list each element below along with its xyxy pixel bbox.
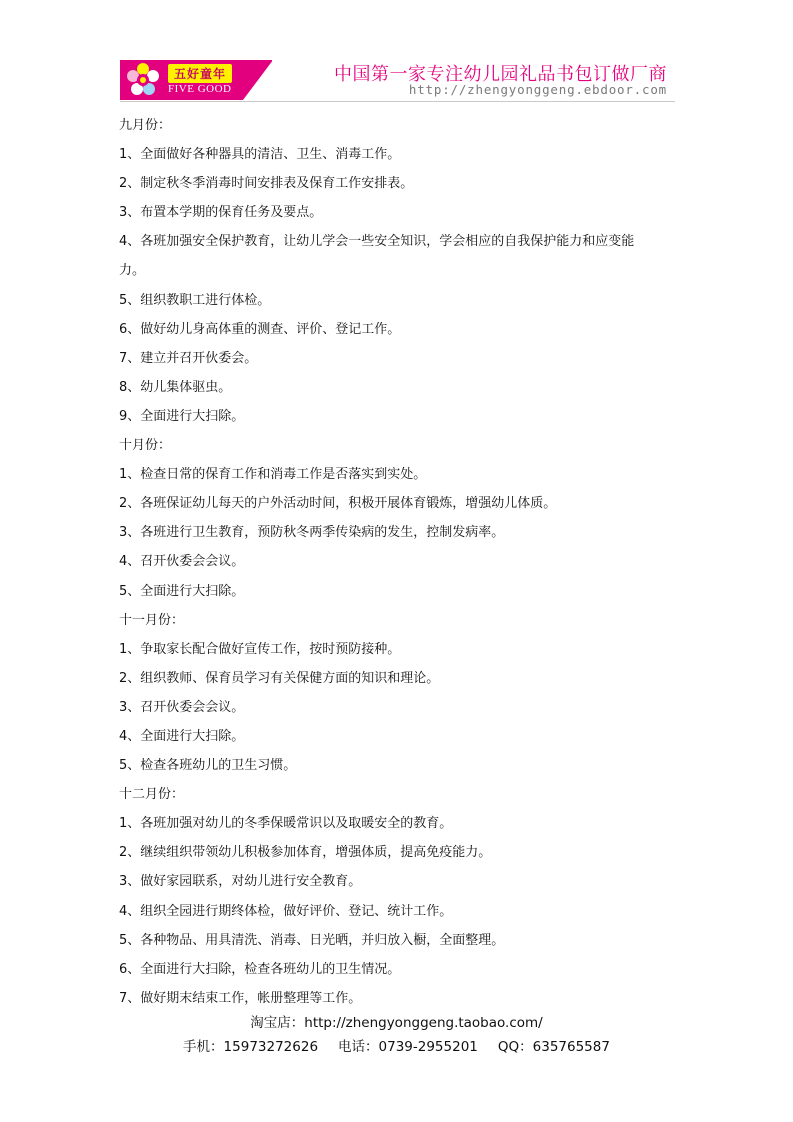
text-line: 7、做好期末结束工作，帐册整理等工作。 <box>119 990 362 1006</box>
text-line: 5、全面进行大扫除。 <box>119 583 245 599</box>
text-line: 4、全面进行大扫除。 <box>119 728 245 744</box>
footer-shop-line <box>0 1011 793 1031</box>
text-line: 5、检查各班幼儿的卫生习惯。 <box>119 758 297 774</box>
logo-slant-edge <box>243 60 272 100</box>
text-line: 力。 <box>119 263 146 279</box>
text-line: 3、做好家园联系，对幼儿进行安全教育。 <box>119 874 362 890</box>
footer-mobile: 手机：15973272626 <box>183 1039 319 1055</box>
text-line: 8、幼儿集体驱虫。 <box>119 379 232 395</box>
text-line: 6、全面进行大扫除，检查各班幼儿的卫生情况。 <box>119 961 401 977</box>
footer-qq: QQ：635765587 <box>497 1039 610 1055</box>
text-line: 十一月份： <box>119 612 185 628</box>
text-line: 2、各班保证幼儿每天的户外活动时间，积极开展体育锻炼，增强幼儿体质。 <box>119 496 557 512</box>
text-line: 十二月份： <box>119 787 185 803</box>
text-line: 3、召开伙委会会议。 <box>119 699 245 715</box>
text-line: 6、做好幼儿身高体重的测查、评价、登记工作。 <box>119 321 401 337</box>
text-line: 2、组织教师、保育员学习有关保健方面的知识和理论。 <box>119 670 440 686</box>
logo-english-name: FIVE GOOD <box>168 83 232 95</box>
flower-logo-icon <box>126 63 160 97</box>
text-line: 4、各班加强安全保护教育，让幼儿学会一些安全知识，学会相应的自我保护能力和应变能 <box>119 234 635 250</box>
text-line: 1、检查日常的保育工作和消毒工作是否落实到实处。 <box>119 467 427 483</box>
text-line: 1、全面做好各种器具的清洁、卫生、消毒工作。 <box>119 147 401 163</box>
header-slogan: 中国第一家专注幼儿园礼品书包订做厂商 <box>334 64 667 85</box>
text-line: 4、组织全园进行期终体检，做好评价、登记、统计工作。 <box>119 903 453 919</box>
header-divider <box>120 101 675 102</box>
logo-chinese-name: 五好童年 <box>168 64 232 83</box>
text-line: 5、各种物品、用具清洗、消毒、日光晒，并归放入橱，全面整理。 <box>119 932 505 948</box>
text-line: 1、各班加强对幼儿的冬季保暖常识以及取暖安全的教育。 <box>119 816 453 832</box>
header-website[interactable]: http://zhengyonggeng.ebdoor.com <box>408 82 667 97</box>
text-line: 2、制定秋冬季消毒时间安排表及保育工作安排表。 <box>119 176 414 192</box>
text-line: 7、建立并召开伙委会。 <box>119 350 258 366</box>
brand-logo <box>120 60 272 100</box>
document-body <box>119 111 675 1013</box>
text-line: 3、各班进行卫生教育，预防秋冬两季传染病的发生，控制发病率。 <box>119 525 505 541</box>
text-line: 1、争取家长配合做好宣传工作，按时预防接种。 <box>119 641 401 657</box>
text-line: 2、继续组织带领幼儿积极参加体育，增强体质，提高免疫能力。 <box>119 845 492 861</box>
footer-shop-link[interactable]: 淘宝店：http://zhengyonggeng.taobao.com/ <box>250 1015 543 1031</box>
text-line: 九月份： <box>119 118 172 133</box>
text-line: 3、布置本学期的保育任务及要点。 <box>119 205 323 221</box>
text-line: 9、全面进行大扫除。 <box>119 408 245 424</box>
text-line: 4、召开伙委会会议。 <box>119 554 245 570</box>
text-line: 5、组织教职工进行体检。 <box>119 292 271 308</box>
footer-phone: 电话：0739-2955201 <box>338 1039 478 1055</box>
page-header <box>120 60 675 102</box>
footer-contact-line <box>0 1035 793 1055</box>
text-line: 十月份： <box>119 438 172 454</box>
